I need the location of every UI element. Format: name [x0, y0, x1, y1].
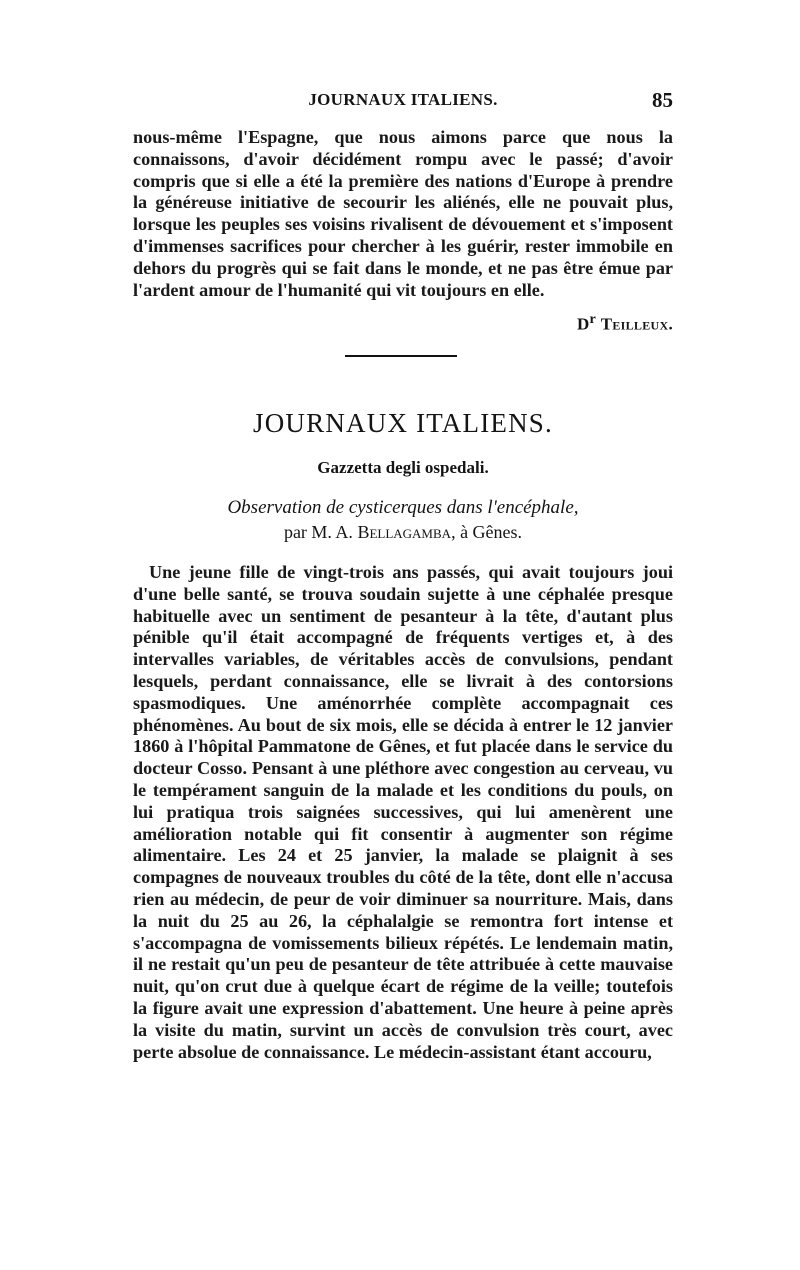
body-paragraph-block [133, 562, 673, 1063]
section-divider [345, 355, 457, 357]
continued-paragraph-block [133, 127, 673, 301]
journal-name: Gazzetta degli ospedali. [317, 458, 489, 477]
signature-prefix-sup: r [589, 311, 597, 327]
page-number: 85 [652, 88, 673, 112]
byline-author: Bellagamba [357, 522, 452, 542]
byline [133, 522, 673, 543]
body-paragraph: Une jeune fille de vingt-trois ans passés, qui avait toujours joui d'une belle santé, se trouva soudain sujette à une céphalée presque habituelle avec un sentiment de pesanteur à la tête, d'autant plus pénible qu'il était accompagné de fréquents vertiges et, à des intervalles variables, de véritables accès de convulsions, pendant lesquels, perdant connaissance, elle se livrait à des contorsions spasmodiques. Une aménorrhée complète accompagnait ces phénomènes. Au bout de six mois, elle se décida à entrer le 12 janvier 1860 à l'hôpital Pammatone de Gênes, et fut placée dans le service du docteur Cosso. Pensant à une pléthore avec congestion au cerveau, vu le tempérament sanguin de la malade et les conditions du pouls, on lui pratiqua trois saignées successives, qui lui amenèrent une amélioration notable qui fit consentir à augmenter son régime alimentaire. Les 24 et 25 janvier, la malade se plaignit à ses compagnes de nouveaux troubles du côté de la tête, dont elle n'accusa rien au médecin, de peur de voir diminuer sa nourriture. Mais, dans la nuit du 25 au 26, la céphalalgie se remontra fort intense et s'accompagna de vomissements bilieux répétés. Le lendemain matin, il ne restait qu'un peu de pesanteur de tête attribuée à cette mauvaise nuit, qu'on crut due à quelque écart de régime de la veille; toutefois la figure avait une expression d'abattement. Une heure à peine après la visite du matin, survint un accès de convulsion très court, avec perte absolue de connaissance. Le médecin-assistant étant accouru, [133, 562, 673, 1062]
byline-prefix: par M. A. [283, 522, 358, 542]
running-head [133, 90, 673, 116]
continued-paragraph: nous-même l'Espagne, que nous aimons parce que nous la connaissons, d'avoir décidément rompu avec le passé; d'avoir compris que si elle a été la première des nations d'Europe à prendre la généreuse initiative de secourir les aliénés, elle ne pouvait plus, lorsque les peuples ses voisins rivalisent de dévouement et s'imposent d'immenses sacrifices pour chercher à les guérir, rester immobile en dehors du progrès qui se fait dans le monde, et ne pas être émue par l'ardent amour de l'humanité qui vit toujours en elle. [133, 127, 673, 300]
author-signature [577, 311, 673, 335]
signature-prefix: D [576, 314, 590, 334]
byline-suffix: , à Gênes. [451, 522, 523, 542]
running-title: JOURNAUX ITALIENS. [308, 90, 498, 109]
section-title: JOURNAUX ITALIENS. [253, 408, 553, 438]
signature-name: Teilleux. [600, 314, 673, 334]
observation-title: Observation de cysticerques dans l'encéphale, [227, 497, 579, 518]
